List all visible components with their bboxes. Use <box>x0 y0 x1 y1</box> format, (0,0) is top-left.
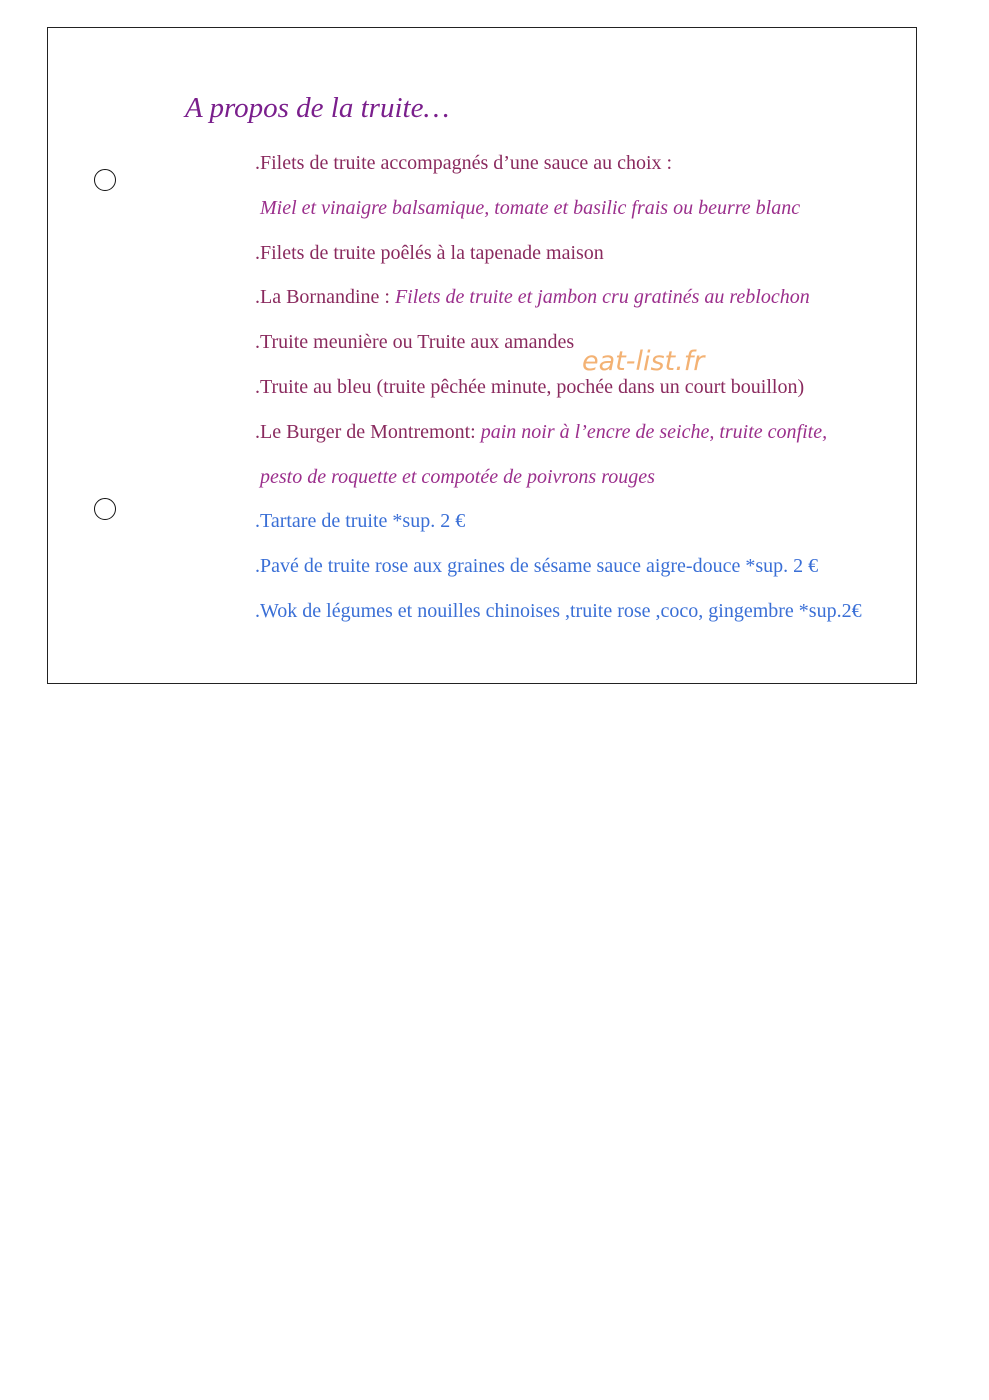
bornandine-name: .La Bornandine : <box>255 286 395 308</box>
menu-item-wok: .Wok de légumes et nouilles chinoises ,truite rose ,coco, gingembre *sup.2€ <box>255 600 862 622</box>
section-title: A propos de la truite… <box>185 92 450 124</box>
bornandine-description: Filets de truite et jambon cru gratinés au reblochon <box>394 286 810 308</box>
menu-item-burger <box>255 421 827 444</box>
menu-item-truite-meuniere: .Truite meunière ou Truite aux amandes <box>255 331 575 353</box>
menu-card-border <box>47 27 917 684</box>
watermark: eat-list.fr <box>582 346 705 377</box>
punch-hole-bottom <box>94 498 116 520</box>
burger-name: .Le Burger de Montremont: <box>255 421 481 443</box>
menu-item-bornandine <box>255 286 810 309</box>
sauce-options: Miel et vinaigre balsamique, tomate et basilic frais ou beurre blanc <box>260 197 801 219</box>
menu-item-filets-sauce: .Filets de truite accompagnés d’une sauce au choix : <box>255 152 673 174</box>
burger-description: pain noir à l’encre de seiche, truite confite, <box>480 421 828 443</box>
menu-item-tartare: .Tartare de truite *sup. 2 € <box>255 510 466 532</box>
menu-item-filets-tapenade: .Filets de truite poêlés à la tapenade maison <box>255 242 604 264</box>
menu-item-pave-truite: .Pavé de truite rose aux graines de sésame sauce aigre-douce *sup. 2 € <box>255 555 819 577</box>
menu-item-truite-au-bleu: .Truite au bleu (truite pêchée minute, pochée dans un court bouillon) <box>255 376 805 398</box>
punch-hole-top <box>94 169 116 191</box>
burger-description-cont: pesto de roquette et compotée de poivrons rouges <box>260 466 655 488</box>
